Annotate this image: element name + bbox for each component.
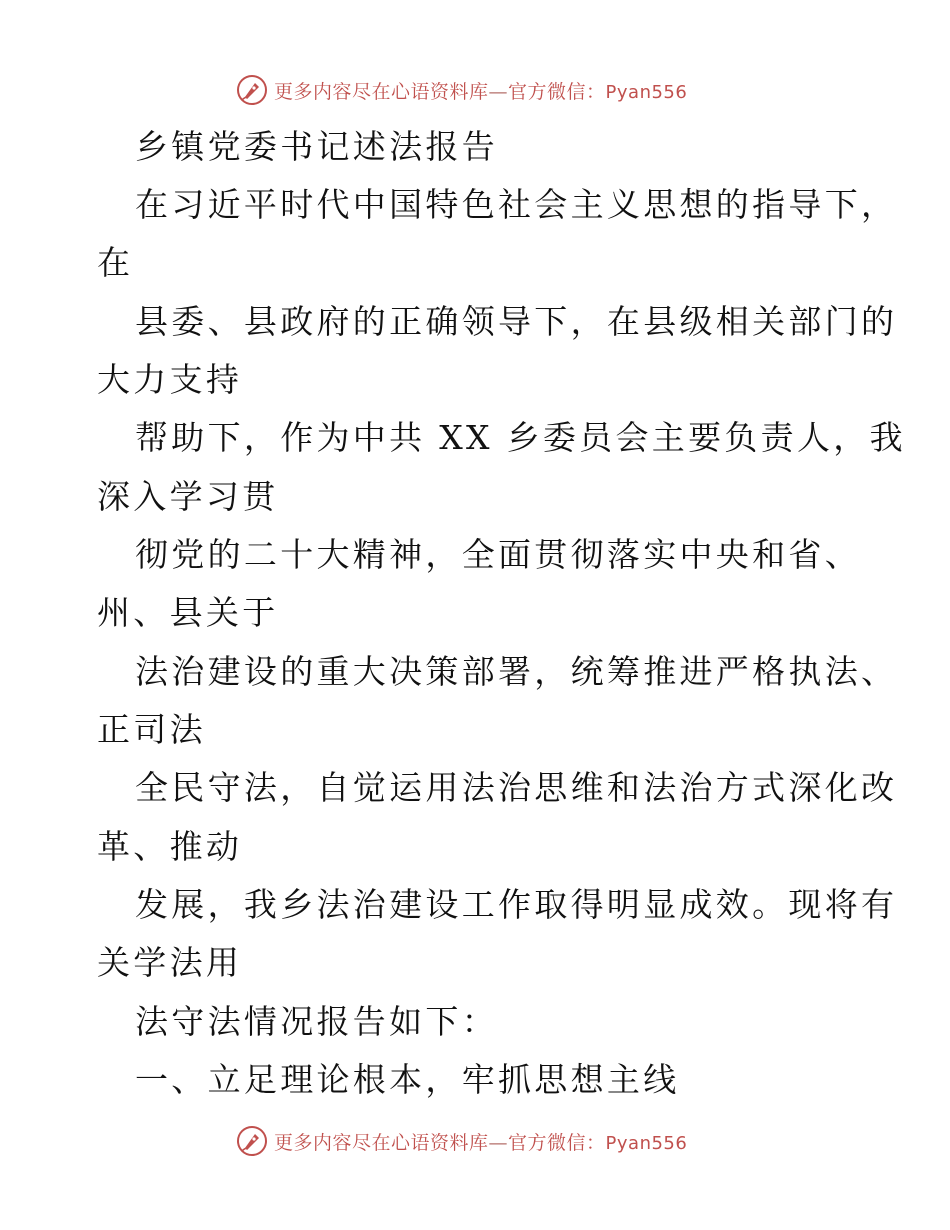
body-line: 法守法情况报告如下： bbox=[135, 1002, 498, 1041]
body-line: 深入学习贯 bbox=[97, 477, 279, 516]
banner-site-name: 更多内容尽在心语资料库 bbox=[274, 1131, 489, 1154]
document-title: 乡镇党委书记述法报告 bbox=[135, 127, 498, 166]
banner-wechat-id: Pyan556 bbox=[605, 1132, 688, 1154]
body-line: 法治建设的重大决策部署，统筹推进严格执法、 bbox=[135, 652, 898, 691]
banner-text bbox=[274, 77, 687, 104]
body-line: 正司法 bbox=[97, 710, 206, 749]
body-line: 关学法用 bbox=[97, 943, 243, 982]
section-heading: 一、立足理论根本，牢抓思想主线 bbox=[135, 1060, 680, 1099]
banner-dash: — bbox=[488, 80, 509, 103]
body-line: 在 bbox=[97, 243, 134, 282]
body-line: 州、县关于 bbox=[97, 593, 279, 632]
body-line: 彻党的二十大精神，全面贯彻落实中央和省、 bbox=[135, 535, 861, 574]
body-line: 在习近平时代中国特色社会主义思想的指导下， bbox=[135, 185, 898, 224]
body-line: 全民守法，自觉运用法治思维和法治方式深化改 bbox=[135, 768, 898, 807]
body-line: 大力支持 bbox=[97, 360, 243, 399]
body-line: 帮助下，作为中共 XX 乡委员会主要负责人，我 bbox=[135, 418, 906, 457]
body-line: 发展，我乡法治建设工作取得明显成效。现将有 bbox=[135, 885, 898, 924]
banner-text bbox=[274, 1128, 687, 1155]
banner-dash: — bbox=[488, 1131, 509, 1154]
banner-wechat-id: Pyan556 bbox=[605, 81, 688, 103]
body-line: 县委、县政府的正确领导下，在县级相关部门的 bbox=[135, 302, 898, 341]
pen-nib-logo-icon bbox=[236, 74, 268, 106]
pen-nib-logo-icon bbox=[236, 1125, 268, 1157]
footer-watermark-banner bbox=[236, 1124, 687, 1158]
banner-wechat-label: 官方微信： bbox=[508, 80, 606, 103]
header-watermark-banner bbox=[236, 73, 687, 107]
body-line: 革、推动 bbox=[97, 827, 243, 866]
banner-wechat-label: 官方微信： bbox=[508, 1131, 606, 1154]
banner-site-name: 更多内容尽在心语资料库 bbox=[274, 80, 489, 103]
